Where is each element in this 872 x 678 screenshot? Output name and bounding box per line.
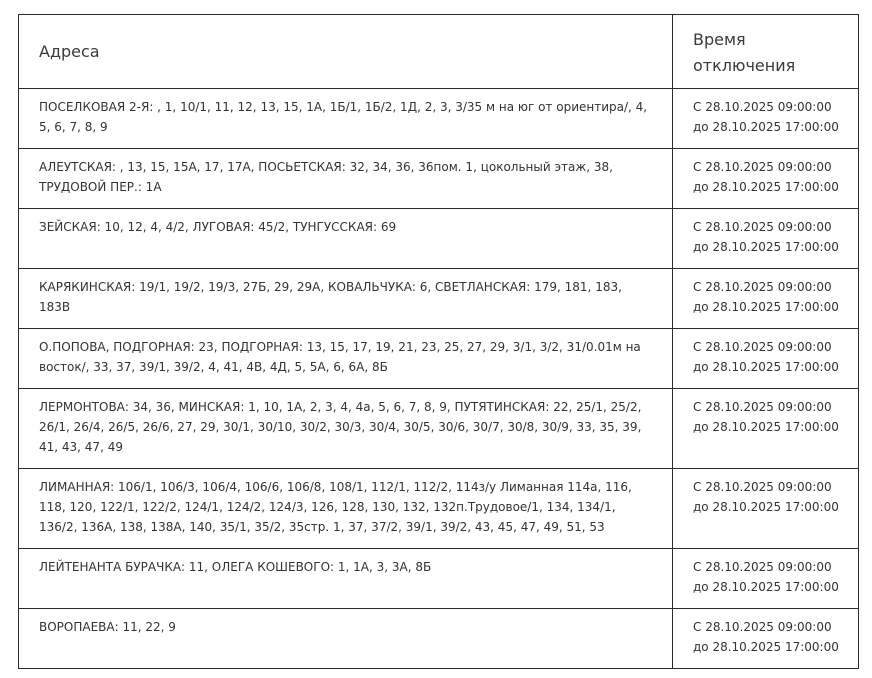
row-time — [673, 209, 859, 269]
table-row — [19, 149, 859, 209]
table-row — [19, 209, 859, 269]
row-addresses: ЛИМАННАЯ: 106/1, 106/3, 106/4, 106/6, 106/8, 108/1, 112/1, 112/2, 114з/у Лиманная 114а, 116, 118, 120, 122/1, 122/2, 124/1, 124/2, 124/3, 126, 128, 130, 132, 132п.Трудовое/1, 134, 134/1, 136/2, 136А, 138, 138А, 140, 35/1, 35/2, 35стр. 1, 37, 37/2, 39/1, 39/2, 43, 45, 47, 49, 51, 53 — [19, 469, 673, 549]
row-addresses: АЛЕУТСКАЯ: , 13, 15, 15А, 17, 17А, ПОСЬЕТСКАЯ: 32, 34, 36, 36пом. 1, цокольный этаж, 38, ТРУДОВОЙ ПЕР.: 1А — [19, 149, 673, 209]
time-from: С 28.10.2025 09:00:00 — [693, 100, 832, 114]
row-time — [673, 89, 859, 149]
table-row — [19, 609, 859, 669]
row-addresses: ВОРОПАЕВА: 11, 22, 9 — [19, 609, 673, 669]
row-addresses: ЛЕЙТЕНАНТА БУРАЧКА: 11, ОЛЕГА КОШЕВОГО: 1, 1А, 3, 3А, 8Б — [19, 549, 673, 609]
row-addresses: ЗЕЙСКАЯ: 10, 12, 4, 4/2, ЛУГОВАЯ: 45/2, ТУНГУССКАЯ: 69 — [19, 209, 673, 269]
time-to: до 28.10.2025 17:00:00 — [693, 420, 839, 434]
table-row — [19, 329, 859, 389]
table-row — [19, 89, 859, 149]
row-time — [673, 149, 859, 209]
time-to: до 28.10.2025 17:00:00 — [693, 300, 839, 314]
outage-table — [18, 14, 859, 669]
row-time — [673, 469, 859, 549]
time-from: С 28.10.2025 09:00:00 — [693, 280, 832, 294]
row-addresses: КАРЯКИНСКАЯ: 19/1, 19/2, 19/3, 27Б, 29, 29А, КОВАЛЬЧУКА: 6, СВЕТЛАНСКАЯ: 179, 181, 183, 183В — [19, 269, 673, 329]
time-from: С 28.10.2025 09:00:00 — [693, 340, 832, 354]
header-time: Время отключения — [673, 15, 859, 89]
time-to: до 28.10.2025 17:00:00 — [693, 640, 839, 654]
row-time — [673, 609, 859, 669]
table-row — [19, 469, 859, 549]
row-addresses: О.ПОПОВА, ПОДГОРНАЯ: 23, ПОДГОРНАЯ: 13, 15, 17, 19, 21, 23, 25, 27, 29, 3/1, 3/2, 31/0.01м на восток/, 33, 37, 39/1, 39/2, 4, 41, 4В, 4Д, 5, 5А, 6, 6А, 8Б — [19, 329, 673, 389]
time-from: С 28.10.2025 09:00:00 — [693, 160, 832, 174]
time-from: С 28.10.2025 09:00:00 — [693, 220, 832, 234]
row-time — [673, 329, 859, 389]
time-to: до 28.10.2025 17:00:00 — [693, 240, 839, 254]
time-from: С 28.10.2025 09:00:00 — [693, 560, 832, 574]
table-row — [19, 269, 859, 329]
time-to: до 28.10.2025 17:00:00 — [693, 360, 839, 374]
time-to: до 28.10.2025 17:00:00 — [693, 120, 839, 134]
row-time — [673, 389, 859, 469]
row-addresses: ПОСЕЛКОВАЯ 2-Я: , 1, 10/1, 11, 12, 13, 15, 1А, 1Б/1, 1Б/2, 1Д, 2, 3, 3/35 м на юг от ориентира/, 4, 5, 6, 7, 8, 9 — [19, 89, 673, 149]
header-addresses: Адреса — [19, 15, 673, 89]
time-from: С 28.10.2025 09:00:00 — [693, 400, 832, 414]
table-row — [19, 549, 859, 609]
row-time — [673, 269, 859, 329]
row-addresses: ЛЕРМОНТОВА: 34, 36, МИНСКАЯ: 1, 10, 1А, 2, 3, 4, 4а, 5, 6, 7, 8, 9, ПУТЯТИНСКАЯ: 22, 25/1, 25/2, 26/1, 26/4, 26/5, 26/6, 27, 29, 30/1, 30/10, 30/2, 30/3, 30/4, 30/5, 30/6, 30/7, 30/8, 30/9, 33, 35, 39, 41, 43, 47, 49 — [19, 389, 673, 469]
table-header-row — [19, 15, 859, 89]
time-to: до 28.10.2025 17:00:00 — [693, 180, 839, 194]
table-row — [19, 389, 859, 469]
time-from: С 28.10.2025 09:00:00 — [693, 620, 832, 634]
time-to: до 28.10.2025 17:00:00 — [693, 500, 839, 514]
time-to: до 28.10.2025 17:00:00 — [693, 580, 839, 594]
time-from: С 28.10.2025 09:00:00 — [693, 480, 832, 494]
row-time — [673, 549, 859, 609]
